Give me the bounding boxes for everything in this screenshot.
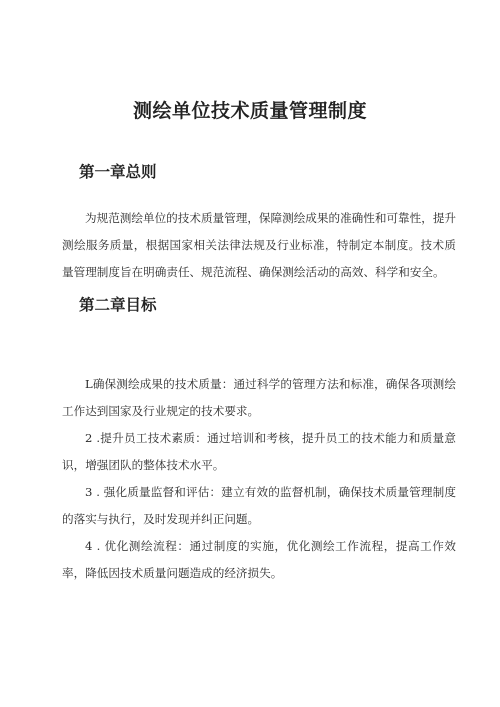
goal-item-2: 2 .提升员工技术素质：通过培训和考核，提升员工的技术能力和质量意识，增强团队的整体技术水平。 — [62, 431, 456, 472]
document-title: 测绘单位技术质量管理制度 — [132, 100, 367, 122]
goal-item-1: L确保测绘成果的技术质量：通过科学的管理方法和标准，确保各项测绘工作达到国家及行业规定的技术要求。 — [62, 377, 456, 418]
chapter-2-heading: 第二章目标 — [79, 296, 157, 314]
goal-item-3: 3 . 强化质量监督和评估：建立有效的监督机制，确保技术质量管理制度的落实与执行，及时发现并纠正问题。 — [62, 485, 456, 526]
chapter-1-heading: 第一章总则 — [79, 163, 157, 181]
goal-item-4: 4 . 优化测绘流程：通过制度的实施，优化测绘工作流程，提高工作效率，降低因技术质量问题造成的经济损失。 — [62, 539, 456, 580]
chapter-1-paragraph: 为规范测绘单位的技术质量管理，保障测绘成果的准确性和可靠性，提升测绘服务质量，根据国家相关法律法规及行业标准，特制定本制度。技术质量管理制度旨在明确责任、规范流程、确保测绘活动的高效、科学和安全。 — [62, 211, 457, 279]
